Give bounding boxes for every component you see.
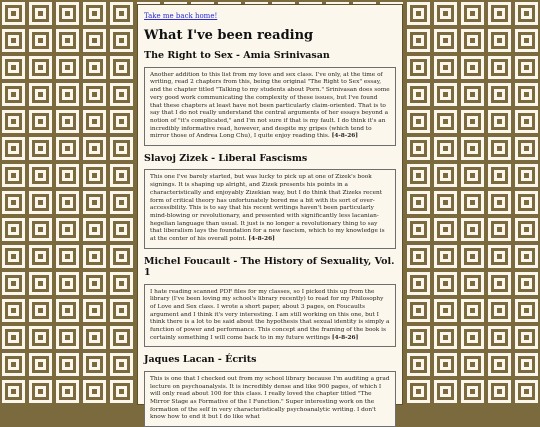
entry-title: Jaques Lacan - Écrits bbox=[144, 354, 257, 366]
entry-review bbox=[144, 284, 396, 348]
reading-entry bbox=[144, 256, 396, 348]
entry-title: Michel Foucault - The History of Sexuality, Vol. 1 bbox=[144, 255, 395, 279]
back-home-link[interactable]: Take me back home! bbox=[144, 12, 218, 20]
entry-review bbox=[144, 67, 396, 146]
entry-title: Slavoj Zizek - Liberal Fascisms bbox=[144, 153, 308, 165]
entry-text: This one I've barely started, but was lucky to pick up at one of Zizek's book signings. It is shaping up alright, and Zizek presents his points in a characteristically and enjoyably Zizekian way, but I do think that Zizeks recent form of critical theory has unfortunately bored me a bit with its sort of over-accessibility. This is to say that his recent writings haven't been particularly mind-blowing or revolutionary, and presented with significantly less lacanian-hegelian language than usual. It just is no longer a revolutionary thing to say that liberalism lays the foundation for a new fascism, which to my knowledge is at the center of his overall point. bbox=[150, 174, 385, 243]
entry-text: I hate reading scanned PDF files for my classes, so I picked this up from the library (I've been loving my school's library recently) to read for my Philosophy of Love and Sex class. I wrote a short paper, about 3 pages, on Foucaults argument and I think it's very interesting. I am still working on this one, but I think there is a lot to be said about the hypothesis that sexual identity is simply a function of power and performance. This concept and the framing of the book is certainly something I will come back to in my future writings bbox=[150, 288, 390, 341]
entry-text: Another addition to this list from my love and sex class. I've only, at the time of writing, read 2 chapters from this, being the original "The Right to Sex" essay, and the chapter titled "Talking to my students about Porn." Srinivasan does some very good work communicating the complexity of these issues, but I've found that these chapters at least have not been particularly claim-oriented. That is to say that I do not really understand the central arguments of her essays beyond a notion of "it's complicated," and I'm not sure if that is my fault. I do think it's an incredibly informative read, however, and despite my gripes (which tend to mirror those of Andrea Long Chu), I quite enjoy reading this. bbox=[150, 71, 390, 140]
reading-entry bbox=[144, 354, 396, 427]
entry-date: [4-8-26] bbox=[331, 133, 359, 140]
reading-entry bbox=[144, 153, 396, 249]
entry-date: [4-8-26] bbox=[331, 334, 359, 341]
entry-text: This is one that I checked out from my school library because I'm auditing a grad lecture on psychoanalysis. It is incredibly dense and like 900 pages, of which I will only read about 100 for this class. I really loved the chapter titled "The Mirror Stage as Formative of the I Function." Super interesting work on the formation of the self in very characteristically psychoanalytic writing. I don't know how to end it but I do like what bbox=[150, 375, 390, 421]
entry-title: The Right to Sex - Amia Srinivasan bbox=[144, 50, 330, 62]
reading-entry bbox=[144, 50, 396, 146]
entry-review bbox=[144, 371, 396, 427]
entry-date: [4-8-26] bbox=[248, 236, 275, 243]
content-panel bbox=[137, 4, 403, 421]
entry-review bbox=[144, 169, 396, 248]
page-title: What I've been reading bbox=[144, 28, 314, 43]
